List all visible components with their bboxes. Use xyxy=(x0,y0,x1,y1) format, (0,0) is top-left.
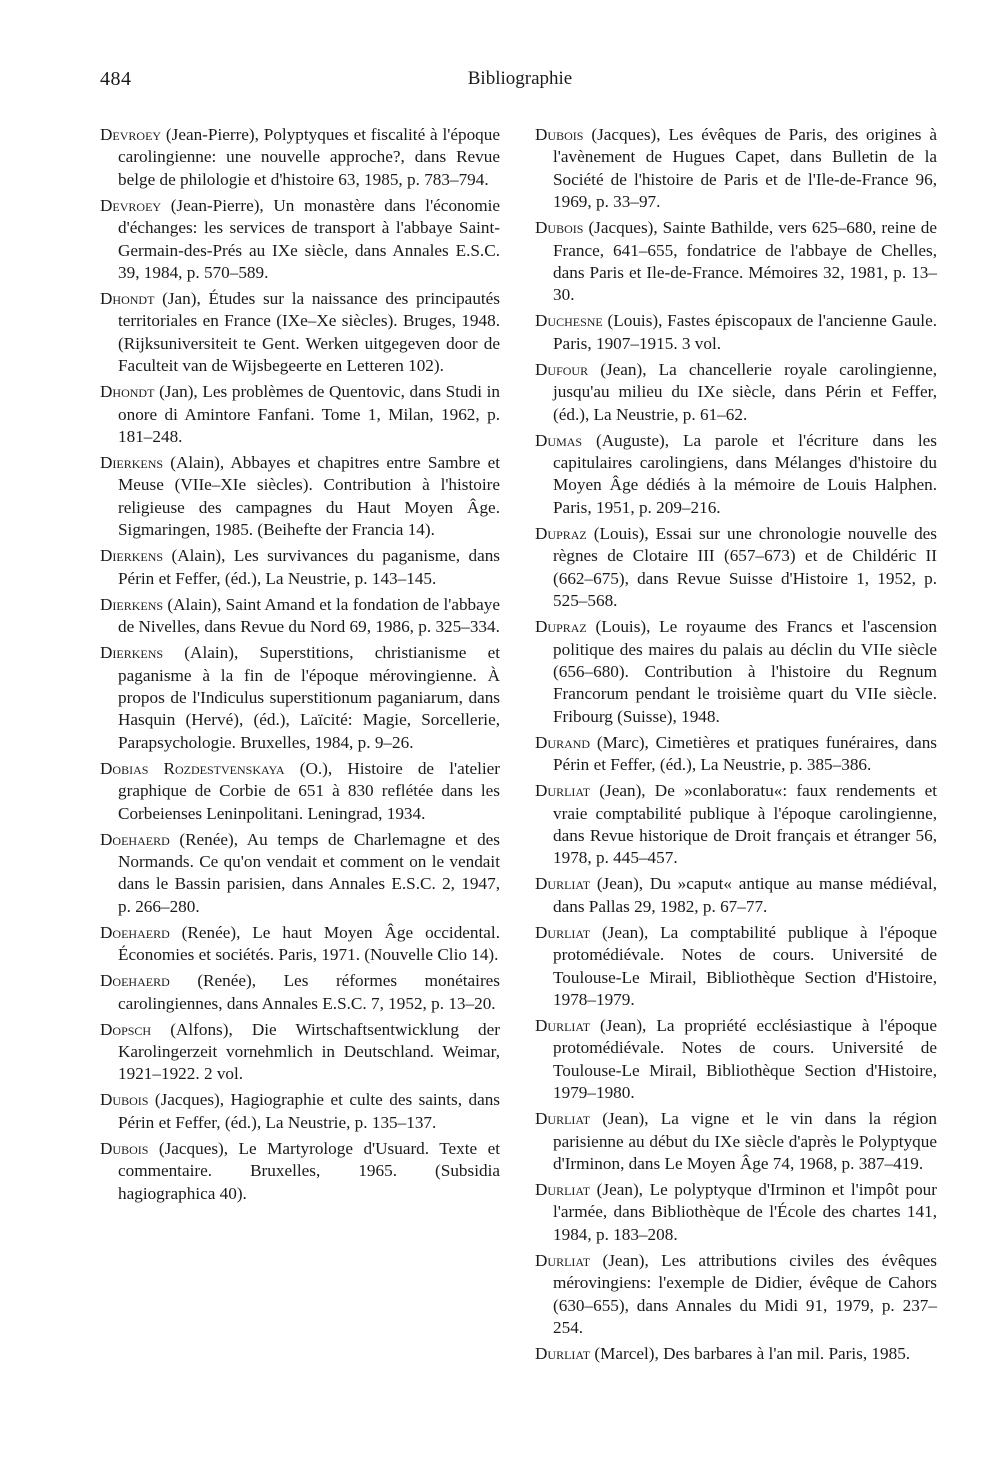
bibliography-entry xyxy=(535,124,937,214)
entry-author: Durand xyxy=(535,732,591,752)
entry-author: Dierkens xyxy=(100,594,164,614)
entry-reference: (Jean-Pierre), Polyptyques et fiscalité à l'époque carolingienne: une nouvelle approche?, dans Revue belge de philologie et d'histoire 63, 1985, p. 783–794. xyxy=(118,125,500,189)
entry-author: Devroey xyxy=(100,125,162,144)
bibliography-entry xyxy=(100,381,500,448)
entry-reference: (Jacques), Les évêques de Paris, des origines à l'avènement de Hugues Capet, dans Bulletin de la Société de l'histoire de Paris et de l'Ile-de-France 96, 1969, p. 33–97. xyxy=(553,125,937,212)
entry-reference: (Renée), Les réformes monétaires carolingiennes, dans Annales E.S.C. 7, 1952, p. 13–20. xyxy=(118,971,500,1013)
bibliography-entry xyxy=(100,922,500,967)
entry-author: Durliat xyxy=(535,874,591,894)
bibliography-entry xyxy=(100,545,500,590)
bibliography-entry xyxy=(100,758,500,825)
running-title: Bibliographie xyxy=(467,68,573,89)
entry-author: Durliat xyxy=(535,781,591,801)
entry-reference: (Jan), Les problèmes de Quentovic, dans Studi in onore di Amintore Fanfani. Tome 1, Milan, 1962, p. 181–248. xyxy=(118,382,500,447)
entry-reference: (Louis), Le royaume des Francs et l'ascension politique des maires du palais au déclin du VIIe siècle (656–680). Contribution à l'histoire du Regnum Francorum pendant le troisième quart du VIIe siècle. Fribourg (Suisse), 1948. xyxy=(553,617,937,726)
entry-author: Dupraz xyxy=(535,523,587,543)
entry-reference: (Jacques), Sainte Bathilde, vers 625–680, reine de France, 641–655, fondatrice de l'abbaye de Chelles, dans Paris et Ile-de-France. Mémoires 32, 1981, p. 13–30. xyxy=(553,218,937,305)
entry-author: Durliat xyxy=(535,922,591,942)
bibliography-entry xyxy=(100,970,500,1015)
entry-reference: (Jean), La vigne et le vin dans la région parisienne au début du IXe siècle d'après le Polyptyque d'Irminon, dans Le Moyen Âge 74, 1968, p. 387–419. xyxy=(553,1109,937,1173)
entry-author: Dierkens xyxy=(100,546,164,566)
entry-author: Dopsch xyxy=(100,1019,152,1039)
entry-reference: (Jacques), Hagiographie et culte des saints, dans Périn et Feffer, (éd.), La Neustrie, p. 135–137. xyxy=(118,1090,500,1132)
entry-reference: (Louis), Essai sur une chronologie nouvelle des règnes de Clotaire III (657–673) et de Childéric II (662–675), dans Revue Suisse d'Histoire 1, 1952, p. 525–568. xyxy=(553,523,937,611)
page-header xyxy=(100,68,940,98)
bibliography-entry xyxy=(535,1179,937,1246)
entry-reference: (Alain), Saint Amand et la fondation de l'abbaye de Nivelles, dans Revue du Nord 69, 1986, p. 325–334. xyxy=(118,594,500,637)
bibliography-entry xyxy=(535,922,937,1012)
bibliography-entry xyxy=(535,217,937,307)
entry-author: Dubois xyxy=(535,218,584,238)
entry-author: Dierkens xyxy=(100,453,164,473)
bibliography-entry xyxy=(535,1343,937,1365)
bibliography-column-left xyxy=(100,124,500,1209)
bibliography-entry xyxy=(535,1015,937,1105)
bibliography-entry xyxy=(100,1138,500,1205)
bibliography-entry xyxy=(100,594,500,639)
entry-author: Dupraz xyxy=(535,617,587,637)
entry-reference: (Jan), Études sur la naissance des principautés territoriales en France (IXe–Xe siècles). Bruges, 1948. (Rijksuniversiteit te Gent. Werken uitgegeven door de Faculteit van de Wijsbegeerte en Letteren 102). xyxy=(118,289,500,376)
bibliography-entry xyxy=(535,359,937,426)
entry-author: Doehaerd xyxy=(100,971,170,991)
bibliography-entry xyxy=(535,1250,937,1340)
bibliography-entry xyxy=(535,523,937,613)
entry-author: Doehaerd xyxy=(100,922,170,942)
entry-author: Doehaerd xyxy=(100,829,170,849)
entry-author: Durliat xyxy=(535,1344,591,1364)
entry-reference: (Jean), Du »caput« antique au manse médiéval, dans Pallas 29, 1982, p. 67–77. xyxy=(553,874,937,916)
entry-reference: (Jean), Le polyptyque d'Irminon et l'impôt pour l'armée, dans Bibliothèque de l'École des chartes 141, 1984, p. 183–208. xyxy=(553,1180,937,1244)
entry-author: Durliat xyxy=(535,1180,591,1199)
entry-author: Dhondt xyxy=(100,289,155,309)
bibliography-entry xyxy=(535,310,937,355)
entry-author: Dubois xyxy=(535,125,584,144)
entry-reference: (Marc), Cimetières et pratiques funéraires, dans Périn et Feffer, (éd.), La Neustrie, p. 385–386. xyxy=(553,732,937,775)
entry-author: Durliat xyxy=(535,1109,591,1129)
bibliography-entry xyxy=(535,616,937,728)
entry-reference: (Louis), Fastes épiscopaux de l'ancienne Gaule. Paris, 1907–1915. 3 vol. xyxy=(553,311,937,353)
entry-author: Durliat xyxy=(535,1250,591,1270)
entry-author: Duchesne xyxy=(535,311,603,331)
bibliography-entry xyxy=(535,873,937,918)
bibliography-entry xyxy=(535,732,937,777)
entry-author: Durliat xyxy=(535,1015,591,1035)
bibliography-entry xyxy=(535,780,937,870)
entry-author: Devroey xyxy=(100,195,162,215)
entry-reference: (Jean), La propriété ecclésiastique à l'époque protomédiévale. Notes de cours. Université de Toulouse-Le Mirail, Bibliothèque Section d'Histoire, 1979–1980. xyxy=(553,1015,937,1103)
entry-reference: (O.), Histoire de l'atelier graphique de Corbie de 651 à 830 reflétée dans les Corbeienses Leninpolitani. Leningrad, 1934. xyxy=(118,758,500,823)
bibliography-entry xyxy=(535,430,937,520)
bibliography-column-right xyxy=(535,124,937,1369)
entry-author: Dhondt xyxy=(100,382,155,402)
entry-reference: (Renée), Le haut Moyen Âge occidental. Économies et sociétés. Paris, 1971. (Nouvelle Clio 14). xyxy=(118,922,500,965)
bibliography-entry xyxy=(100,452,500,542)
bibliography-entry xyxy=(100,288,500,378)
entry-reference: (Jean), La comptabilité publique à l'époque protomédiévale. Notes de cours. Université de Toulouse-Le Mirail, Bibliothèque Section d'Histoire, 1978–1979. xyxy=(553,922,937,1009)
bibliography-entry xyxy=(100,195,500,285)
entry-reference: (Renée), Au temps de Charlemagne et des Normands. Ce qu'on vendait et comment on le vendait dans le Bassin parisien, dans Annales E.S.C. 2, 1947, p. 266–280. xyxy=(118,829,500,916)
entry-author: Dubois xyxy=(100,1090,149,1110)
entry-reference: (Auguste), La parole et l'écriture dans les capitulaires carolingiens, dans Mélanges d'histoire du Moyen Âge dédiés à la mémoire de Louis Halphen. Paris, 1951, p. 209–216. xyxy=(553,430,937,517)
entry-reference: (Alain), Superstitions, christianisme et paganisme à la fin de l'époque mérovingienne. À propos de l'Indiculus superstitionum paganiarum, dans Hasquin (Hervé), (éd.), Laïcité: Magie, Sorcellerie, Parapsychologie. Bruxelles, 1984, p. 9–26. xyxy=(118,643,500,752)
entry-reference: (Jean), Les attributions civiles des évêques mérovingiens: l'exemple de Didier, évêque de Cahors (630–655), dans Annales du Midi 91, 1979, p. 237–254. xyxy=(553,1250,937,1338)
entry-reference: (Jacques), Le Martyrologe d'Usuard. Texte et commentaire. Bruxelles, 1965. (Subsidia hagiographica 40). xyxy=(118,1138,500,1203)
entry-reference: (Jean), De »conlaboratu«: faux rendements et vraie comptabilité publique à l'époque carolingienne, dans Revue historique de Droit français et étranger 56, 1978, p. 445–457. xyxy=(553,781,937,868)
entry-author: Dierkens xyxy=(100,643,164,663)
bibliography-entry xyxy=(100,1089,500,1134)
bibliography-entry xyxy=(100,642,500,754)
bibliography-entry xyxy=(100,1019,500,1086)
entry-author: Dubois xyxy=(100,1138,149,1158)
bibliography-entry xyxy=(100,829,500,919)
bibliography-entry xyxy=(535,1108,937,1175)
entry-reference: (Jean-Pierre), Un monastère dans l'économie d'échanges: les services de transport à l'abbaye Saint-Germain-des-Prés au IXe siècle, dans Annales E.S.C. 39, 1984, p. 570–589. xyxy=(118,195,500,283)
entry-author: Dobias Rozdestvenskaya xyxy=(100,758,285,778)
entry-reference: (Jean), La chancellerie royale carolingienne, jusqu'au milieu du IXe siècle, dans Périn et Feffer, (éd.), La Neustrie, p. 61–62. xyxy=(553,359,937,424)
entry-reference: (Alain), Les survivances du paganisme, dans Périn et Feffer, (éd.), La Neustrie, p. 143–145. xyxy=(118,546,500,588)
entry-author: Dufour xyxy=(535,359,589,379)
entry-reference: (Alain), Abbayes et chapitres entre Sambre et Meuse (VIIe–XIe siècles). Contribution à l'histoire religieuse des campagnes du Haut Moyen Âge. Sigmaringen, 1985. (Beihefte der Francia 14). xyxy=(118,453,500,540)
entry-reference: (Marcel), Des barbares à l'an mil. Paris, 1985. xyxy=(590,1344,911,1364)
page-number: 484 xyxy=(100,68,132,90)
entry-author: Dumas xyxy=(535,430,583,450)
bibliography-entry xyxy=(100,124,500,191)
entry-reference: (Alfons), Die Wirtschaftsentwicklung der Karolingerzeit vornehmlich in Deutschland. Weimar, 1921–1922. 2 vol. xyxy=(118,1019,500,1084)
